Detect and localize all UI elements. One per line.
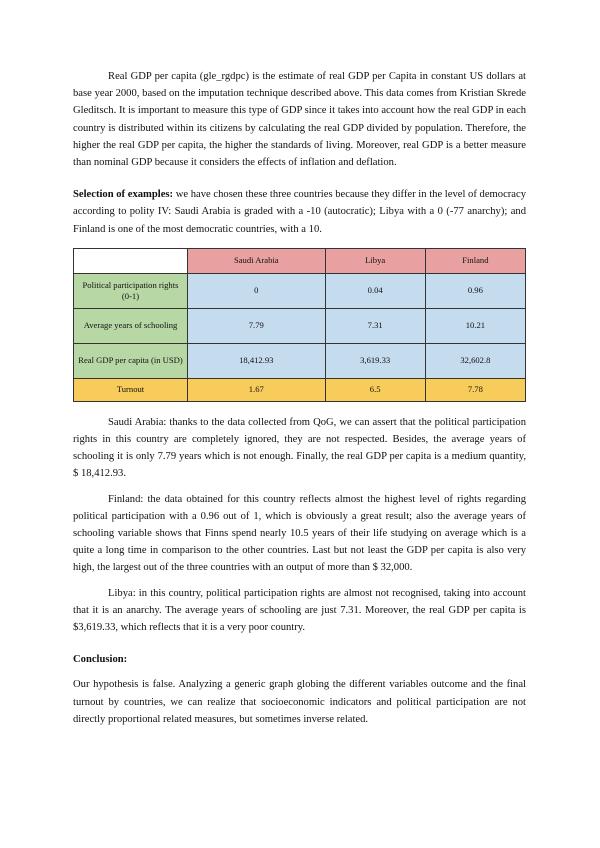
row-label-average-schooling: Average years of schooling [74,308,188,343]
column-header-finland: Finland [425,248,525,273]
table-cell: 0 [188,273,326,308]
conclusion-heading: Conclusion: [73,654,128,666]
table-header-row [74,248,526,273]
table-cell: 7.79 [188,308,326,343]
column-header-libya: Libya [325,248,425,273]
table-cell: 7.31 [325,308,425,343]
selection-heading: Selection of examples: [73,189,174,201]
table-row [74,343,526,378]
selection-paragraph [73,186,526,238]
table-row [74,308,526,343]
table-cell: 0.96 [425,273,525,308]
table-cell: 1.67 [188,378,326,401]
row-label-political-participation: Political participation rights (0-1) [74,273,188,308]
libya-paragraph: Libya: in this country, political participation rights are almost not recognised, taking into account that it is an anarchy. The average years of schooling are just 7.31. Moreover, the real GDP per capita is $3,619.33, which reflects that it is a very poor country. [73,587,526,634]
table-cell: 0.04 [325,273,425,308]
table-cell: 7.78 [425,378,525,401]
table-cell: 6.5 [325,378,425,401]
country-comparison-table [73,248,526,402]
table-cell: 32,602.8 [425,343,525,378]
selection-text: we have chosen these three countries because they differ in the level of democracy according to polity IV: Saudi Arabia is graded with a -10 (autocratic); Libya with a 0 (-77 anarchy); and Finland is one of the most democratic countries, with a 10. [73,189,527,235]
table-row [74,273,526,308]
table-cell: 3,619.33 [325,343,425,378]
conclusion-paragraph: Our hypothesis is false. Analyzing a generic graph globing the different variables outcome and the final turnout by countries, we can realize that socioeconomic indicators and political participation are not directly proportional related measures, but sometimes inverse related. [73,679,526,725]
saudi-arabia-paragraph: Saudi Arabia: thanks to the data collected from QoG, we can assert that the political participation rights in this country are completely ignored, they are not respected. Besides, the average years of schooling it is only 7.79 years which is not enough. Finally, the real GDP per capita is a medium quantity, $ 18,412.93. [73,416,526,480]
finland-paragraph: Finland: the data obtained for this country reflects almost the highest level of rights regarding political participation with a 0.96 out of 1, which is obviously a great result; also the average years of schooling variable shows that Finns spend nearly 10.5 years of their life studying on average which is a quite a long time in comparison to the other countries. Last but not least the GDP per capita is also very high, the largest out of the three countries with an output of more than $ 32,000. [73,493,526,574]
column-header-saudi-arabia: Saudi Arabia [188,248,326,273]
table-corner-cell [74,248,188,273]
intro-paragraph: Real GDP per capita (gle_rgdpc) is the estimate of real GDP per Capita in constant US dollars at base year 2000, based on the imputation technique described above. This data comes from Kristian Skrede Gleditsch. It is important to measure this type of GDP since it takes into account how the real GDP in each country is distributed within its citizens by calculating the real GDP divided by population. Therefore, the higher the real GDP per capita, the higher the standards of living. Moreover, real GDP is a better measure than nominal GDP because it considers the effects of inflation and deflation. [73,71,526,169]
table-cell: 10.21 [425,308,525,343]
table-row [74,378,526,401]
row-label-real-gdp: Real GDP per capita (in USD) [74,343,188,378]
table-cell: 18,412.93 [188,343,326,378]
document-page [73,68,526,728]
row-label-turnout: Turnout [74,378,188,401]
